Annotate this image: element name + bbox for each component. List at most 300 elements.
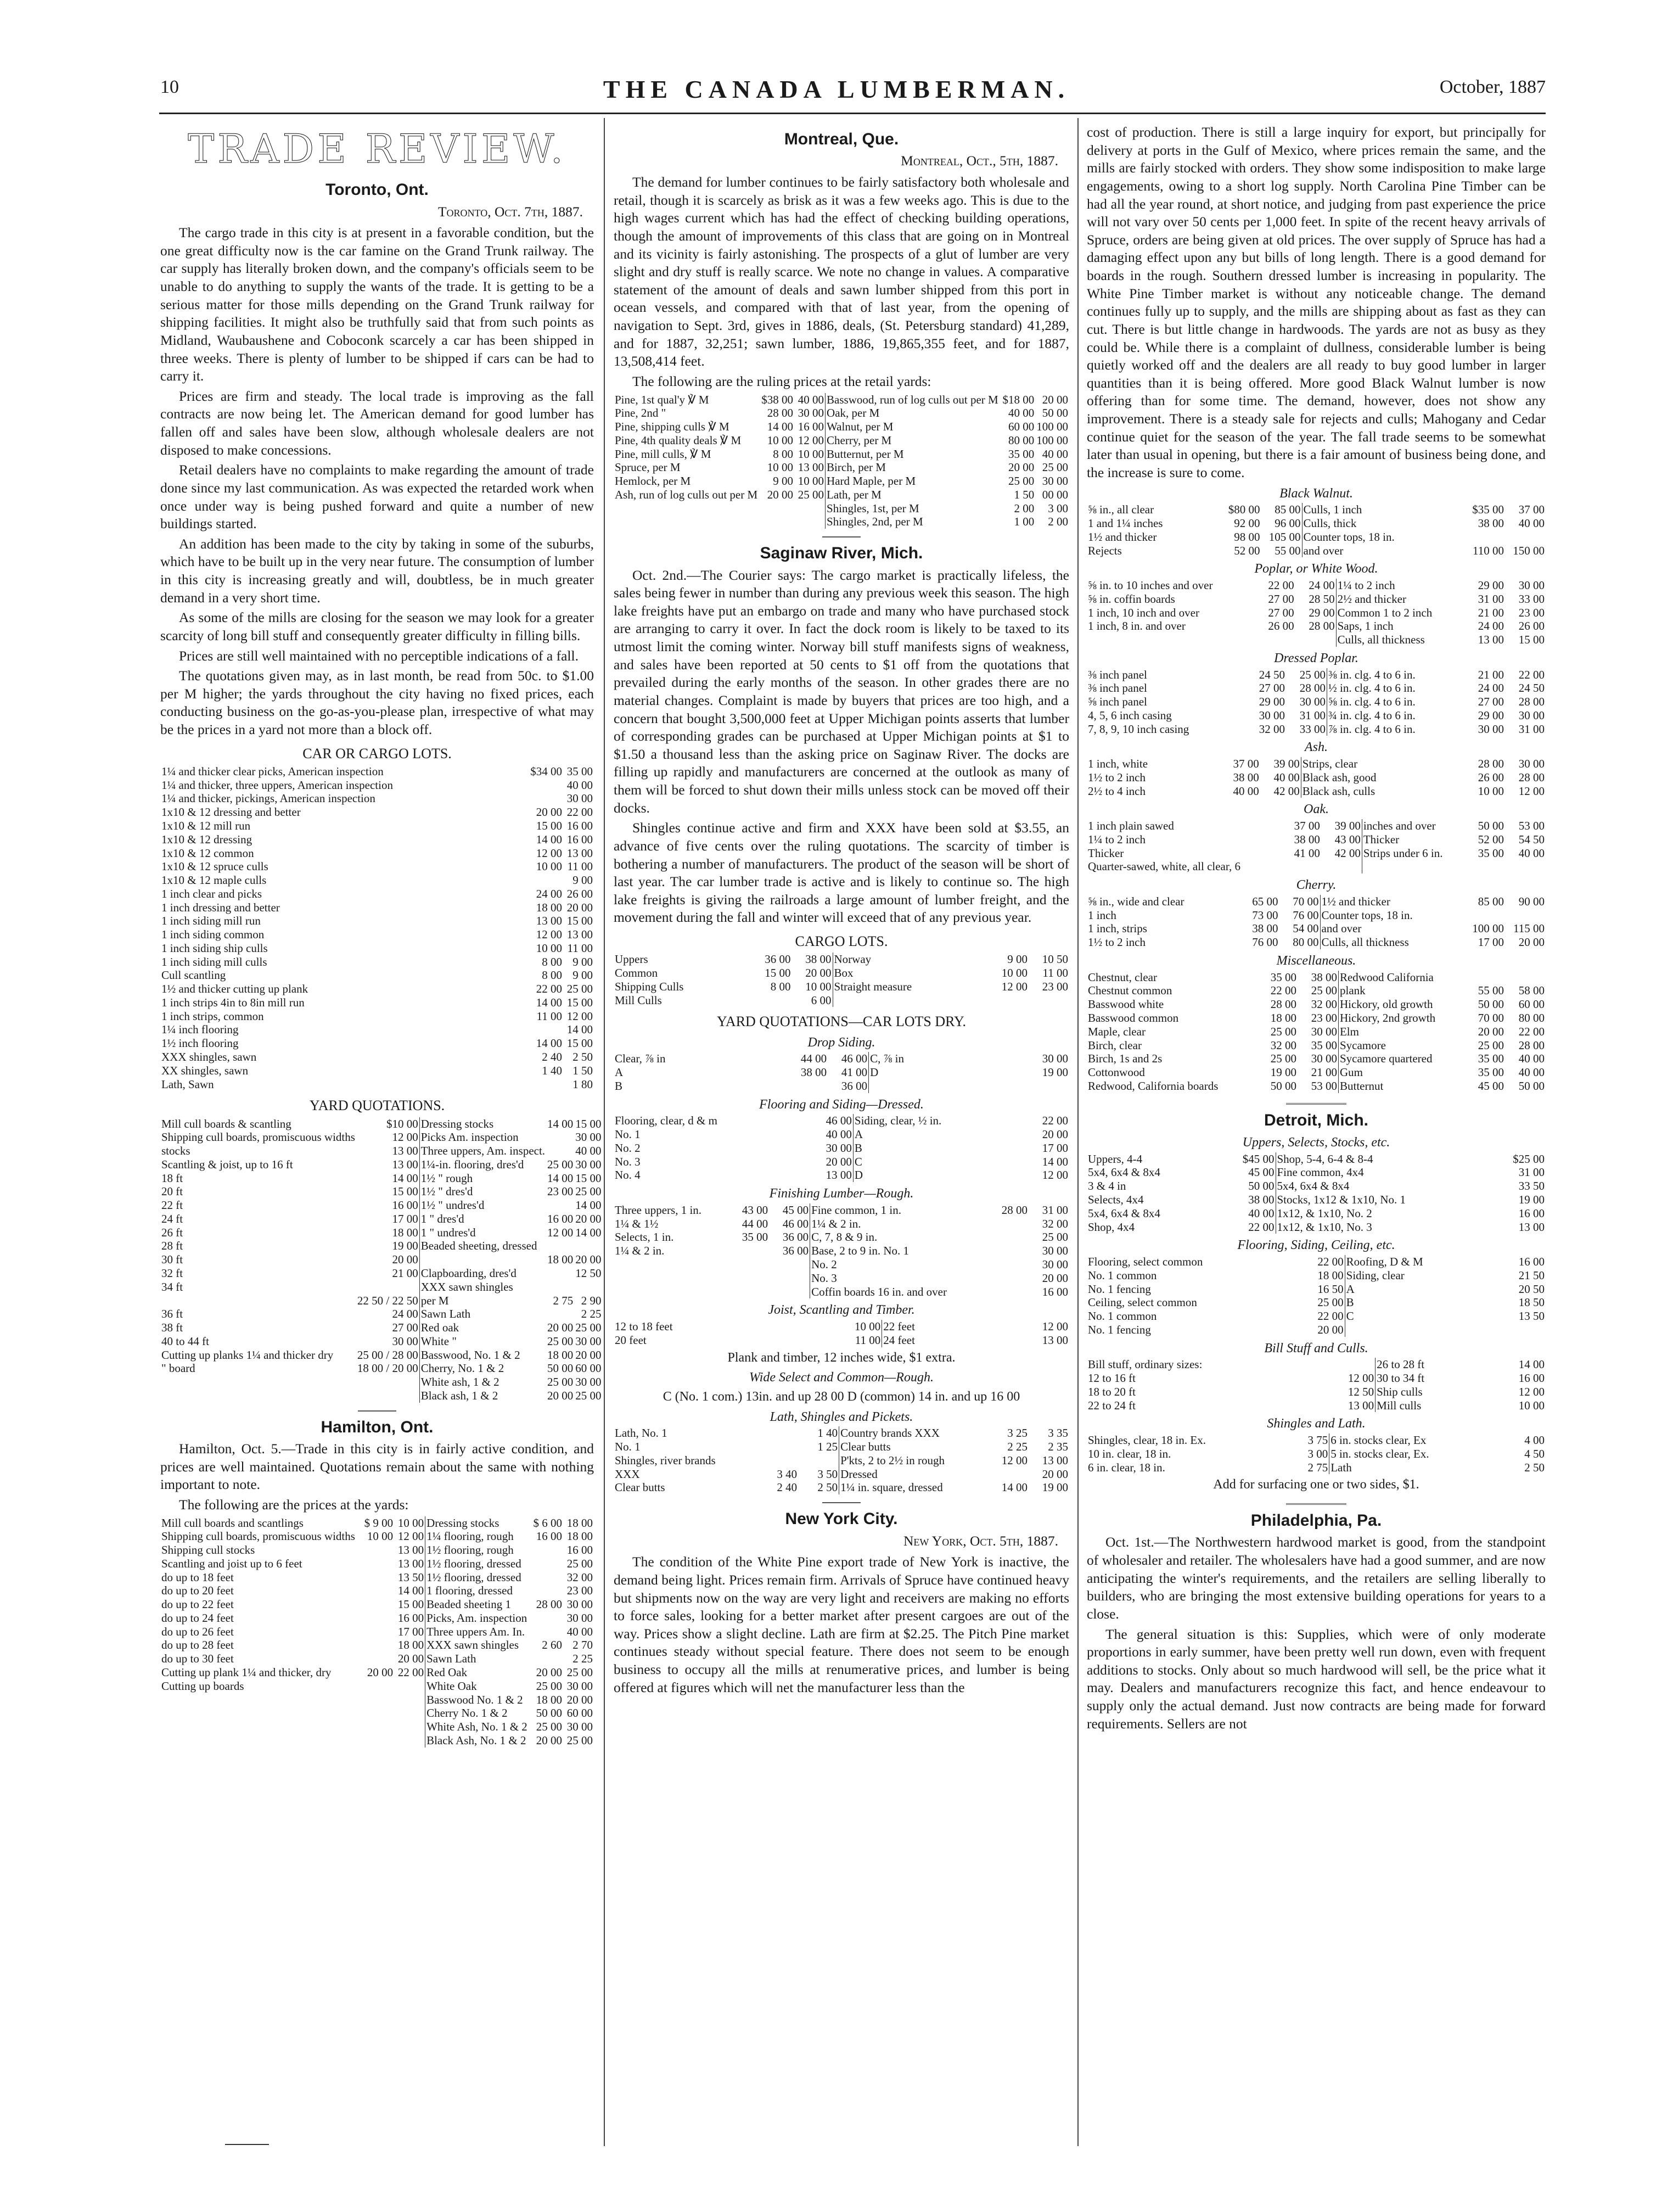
item-name: 5x4, 6x4 & 8x4 [1088,1206,1160,1220]
price-cell: 50 00 [536,1706,562,1720]
price-cell: 15 00 [566,995,593,1009]
item-name: Ash, run of log culls out per M [615,488,758,501]
price-cell: 13 00 [794,461,826,474]
item-name [160,1706,363,1720]
price-cell: 30 00 [1478,722,1504,736]
price-row [1087,1166,1546,1179]
price-row [160,1652,594,1666]
item-name: 1 inch siding common [161,928,265,942]
price-cell: 13 00 [394,1543,425,1557]
price-cell: 28 00 [1518,695,1545,709]
item-name: 1 inch siding mill run [161,914,261,928]
item-name: " board [161,1362,195,1375]
item-name: 12 to 18 feet [615,1320,673,1334]
price-cell: 16 00 [1042,1285,1068,1298]
price-cell: 70 00 [1478,1011,1504,1024]
price-cell [787,1079,828,1093]
item-name: 5x4, 6x4 & 8x4 [1277,1179,1350,1193]
item-name [614,1272,728,1285]
price-cell [529,792,563,805]
item-name: 5x4, 6x4 & 8x4 [1088,1166,1160,1179]
price-cell: 8 00 [542,968,562,982]
price-cell: 25 00 [566,1733,593,1747]
philadelphia-heading: Philadelphia, Pa. [1250,1511,1382,1530]
detroit-price-groups [1087,1134,1546,1474]
price-cell [1264,1269,1304,1283]
item-name: Flooring, clear, d & m [615,1114,717,1128]
item-name: Red Oak [426,1665,468,1679]
item-name: 1x10 & 12 dressing [161,832,252,846]
price-cell [1264,1255,1304,1269]
price-cell: 9 00 [572,873,593,887]
item-name: Red oak [420,1321,459,1335]
column-left [160,124,602,2146]
price-cell [574,1280,602,1294]
item-name: 1¼ flooring, rough [426,1530,514,1543]
item-name: 5 in. stocks clear, Ex. [1330,1447,1429,1460]
item-name: No. 1 fencing [1088,1282,1151,1296]
price-cell [1248,1447,1288,1461]
price-cell: 100 00 [1036,420,1068,434]
price-cell [728,1244,769,1258]
price-cell: 22 00 [1304,1309,1345,1323]
price-cell: 20 00 [1042,393,1068,406]
item-name: Country brands XXX [840,1426,940,1440]
price-cell [728,1272,769,1285]
price-row [160,1734,594,1748]
price-row [614,1258,1069,1272]
item-name: 26 ft [161,1225,183,1239]
price-cell: 13 00 [1478,633,1504,647]
item-name: 40 to 44 ft [161,1334,209,1348]
item-name: Scantling and joist up to 6 feet [161,1556,302,1570]
price-row [614,966,1069,980]
price-cell [1264,1309,1304,1323]
item-name: Clear butts [840,1440,891,1454]
item-name: 1½ " dres'd [420,1185,473,1199]
price-cell [1464,1166,1505,1179]
item-name: do up to 22 feet [161,1598,234,1611]
price-cell: 17 00 [394,1625,425,1639]
item-name: 28 ft [161,1239,183,1253]
price-row [160,914,594,928]
price-cell: 20 00 [1518,936,1545,949]
price-cell: 15 00 [1518,633,1545,647]
price-cell: 24 00 [1295,579,1337,592]
price-cell: 40 00 [575,1144,602,1158]
item-name: 24 ft [161,1212,183,1225]
newyork-heading: New York City. [785,1510,898,1528]
item-name: Picks Am. inspection [420,1130,519,1144]
item-name: B [854,1141,862,1155]
item-name: 1½ and thicker [1321,894,1390,908]
price-cell: 36 00 [769,1230,810,1244]
price-row [160,1598,594,1611]
price-cell [988,994,1029,1007]
price-cell: 20 00 [575,1212,602,1225]
price-cell [363,1720,395,1734]
column-rule [604,118,605,2146]
price-row [1087,1220,1546,1234]
price-cell: 10 00 [536,860,562,873]
item-name: Cutting up plank 1¼ and thicker, dry [161,1665,332,1679]
price-cell: 19 00 [1042,1481,1068,1494]
item-name: Cutting up planks 1¼ and thicker dry [161,1348,334,1362]
price-cell [1505,1323,1546,1337]
price-cell: 10 00 [792,980,833,994]
price-row [160,1679,594,1693]
price-row [160,1611,594,1625]
item-name: A [615,1066,624,1079]
price-cell: 20 00 [566,1693,593,1706]
price-cell: 30 00 [1042,1258,1068,1271]
item-name: No. 1 [615,1440,641,1454]
price-row [160,1064,594,1078]
price-cell: 12 00 [1042,1320,1068,1334]
item-name: Saps, 1 inch [1337,619,1394,633]
price-row [614,406,1069,420]
price-group-title: Oak. [1304,802,1329,817]
price-row [1087,606,1546,620]
price-cell: 21 50 [1518,1268,1545,1282]
price-cell: 3 50 [798,1468,839,1481]
price-row [1087,895,1546,909]
item-name: 1 inch, 8 in. and over [1088,619,1186,633]
price-cell: 25 00 [575,1185,602,1199]
item-name: Redwood, California boards [1088,1079,1219,1093]
item-name: Maple, clear [1088,1024,1146,1038]
price-cell: 2 40 [542,1050,562,1064]
price-cell: 28 00 [1270,998,1296,1011]
item-name: 1 " undres'd [420,1225,476,1239]
item-name: stocks [161,1144,190,1158]
item-name: Culls, thick [1303,516,1357,530]
item-name: No. 2 [615,1141,641,1155]
price-cell: 17 00 [1042,1141,1068,1155]
item-name [614,1258,728,1272]
item-name: Common 1 to 2 inch [1337,606,1433,619]
price-cell: 50 00 [547,1362,574,1375]
price-row [1087,922,1546,936]
item-name: Elm [1339,1024,1359,1038]
price-cell: 13 00 [1518,1220,1545,1234]
price-cell: 14 00 [547,1171,574,1185]
price-cell [988,1128,1029,1141]
price-cell: 31 00 [1286,709,1327,723]
price-cell: 37 00 [1233,757,1259,771]
price-cell: 42 00 [1260,785,1301,798]
price-cell [356,1375,419,1389]
price-row [1087,819,1546,833]
price-cell: 25 00 [575,1321,602,1335]
price-cell: 27 00 [1268,592,1294,606]
price-row [160,1348,603,1362]
price-cell: 30 00 [356,1335,419,1348]
item-name: Hickory, old growth [1339,998,1433,1011]
price-cell: 10 00 [536,941,562,955]
price-cell: 1 80 [572,1077,593,1091]
item-name: do up to 28 feet [161,1638,234,1652]
price-cell: 25 00 [566,1665,593,1679]
item-name: Coffin boards 16 in. and over [811,1285,947,1298]
item-name: 1¼ to 2 inch [1337,579,1395,592]
item-name: Culls, all thickness [1321,936,1409,949]
price-cell [532,1571,564,1584]
price-cell: 24 00 [1478,681,1504,695]
price-cell [1281,860,1321,873]
price-cell: 40 00 [1042,447,1068,461]
price-cell: 3 35 [1048,1426,1068,1440]
price-cell [363,1693,395,1707]
item-name: Cherry No. 1 & 2 [426,1706,508,1720]
price-group-title: Joist, Scantling and Timber. [768,1303,915,1318]
saginaw-lath-title: Lath, Shingles and Pickets. [770,1409,913,1424]
item-name: 3 & 4 in [1088,1179,1126,1193]
item-name: No. 4 [615,1168,641,1182]
item-name: P'kts, 2 to 2½ in rough [840,1453,945,1467]
price-cell: 100 00 [1036,433,1068,447]
price-cell: 20 50 [1518,1282,1545,1296]
price-row [1087,1207,1546,1220]
price-cell: 20 00 [575,1348,602,1362]
price-cell: 18 00 [536,1693,562,1706]
price-row [160,1144,603,1158]
price-row [160,1335,603,1348]
section-divider [1286,1103,1346,1105]
price-row [614,447,1069,461]
price-cell: 28 00 [1286,681,1327,695]
footer-rule [225,2144,269,2145]
price-cell: 33 00 [1286,723,1327,736]
price-cell: $38 00 [761,393,794,406]
price-group-table [1087,503,1546,557]
item-name: Pine, mill culls, ℣ M [615,447,711,461]
price-cell: 2 50 [798,1481,839,1494]
price-cell: 22 50 / 22 50 [356,1294,419,1308]
item-name: Clear, ⅞ in [615,1052,666,1066]
item-name: ⅝ in. coffin boards [1088,592,1175,606]
price-cell: 2 50 [1524,1460,1545,1474]
price-cell [1464,1179,1505,1193]
price-cell: 42 00 [1321,847,1362,860]
price-cell: 16 00 [1518,1371,1545,1385]
price-cell: 39 00 [1321,819,1362,833]
price-row [1087,1323,1546,1337]
item-name: 1½ " undres'd [420,1199,485,1212]
item-name: 22 ft [161,1199,183,1212]
price-row [1087,544,1546,558]
item-name: 1 and 1¼ inches [1088,516,1163,530]
price-cell: 20 00 [367,1665,394,1679]
item-name: Cull scantling [161,968,226,982]
price-cell [546,1267,574,1280]
price-cell [1295,633,1337,647]
price-cell: 11 00 [567,941,593,955]
item-name: Strips under 6 in. [1363,846,1443,860]
item-name: 2½ to 4 inch [1088,784,1146,798]
price-cell [988,1258,1029,1272]
price-cell: 2 40 [777,1481,798,1494]
newyork-paragraph: The condition of the White Pine export trade of New York is inactive, the demand being light. Prices remain firm. Arrivals of Spruce have continued heavy but shipments now on the way are very light and receivers are making no efforts to force sales, looking for a better market after present cargoes are out of the way. Prices show a slight decline. Lath are firm at $2.25. The Pitch Pine market continues steady without special feature. There does not seem to be enough business to occupy all the mills at renumerative prices, and lumber is being offered at figures which will net the manufacturer less than the [614,1554,1069,1695]
item-name: 7, 8, 9, 10 inch casing [1088,722,1189,736]
price-cell: 25 00 [1478,1038,1504,1052]
price-cell: 25 00 [1270,1024,1296,1038]
price-row [1087,1371,1546,1385]
hamilton-paragraph: Hamilton, Oct. 5.—Trade in this city is in fairly active condition, and prices are well maintained. Quotations remain about the same with nothing important to note. [160,1441,594,1493]
price-row [1087,517,1546,530]
price-cell: 3 40 [777,1467,798,1481]
price-cell: 2 00 [1014,501,1035,515]
price-cell: 92 00 [1234,516,1260,530]
price-row [160,1584,594,1598]
item-name: Pine, shipping culls ℣ M [615,420,729,434]
price-group-table [614,1052,1069,1093]
price-cell: 1 40 [798,1426,839,1440]
price-cell: 16 50 [1304,1283,1345,1296]
price-cell [1464,971,1505,984]
item-name: Bill stuff, ordinary sizes: [1088,1358,1203,1371]
item-name: 1x10 & 12 mill run [161,819,251,832]
item-name: Three uppers, Am. inspect. [420,1144,546,1158]
price-group-table [1087,895,1546,949]
item-name: Lath, Sawn [161,1077,214,1091]
price-cell: 28 50 [1295,592,1337,606]
item-name: Culls, all thickness [1337,633,1425,647]
price-cell: 15 00 [394,1598,425,1611]
item-name: 4, 5, 6 inch casing [1088,708,1172,722]
price-row [614,953,1069,966]
price-cell [1464,1385,1505,1399]
price-cell [794,515,826,529]
price-group-table [614,1320,1069,1347]
price-cell: 2 60 [542,1638,562,1652]
price-cell: 20 00 [1042,1128,1068,1141]
price-cell: 30 00 [575,1334,602,1348]
price-cell: 16 00 [356,1199,419,1212]
price-cell: 30 00 [566,1720,593,1734]
price-group-title: Flooring, Siding, Ceiling, etc. [1237,1238,1395,1253]
price-row [614,1203,1069,1217]
price-row [1087,771,1546,785]
price-cell: 18 00 [356,1226,419,1240]
item-name: 1 flooring, dressed [426,1584,513,1598]
price-cell: 26 00 [566,887,593,900]
item-name: and over [1303,544,1344,557]
price-cell [988,1079,1029,1093]
item-name: ¾ in. clg. 4 to 6 in. [1328,708,1416,722]
price-cell: 30 00 [1286,695,1327,709]
price-cell: 15 00 [575,1171,602,1185]
price-cell: 80 00 [1279,936,1321,949]
item-name: 1 inch [1088,908,1116,922]
item-name: Quarter-sawed, white, all clear, 6 [1088,860,1241,873]
price-row [614,1285,1069,1299]
price-cell [1464,1309,1505,1323]
price-cell: 98 00 [1234,530,1260,544]
item-name: Shipping cull stocks [161,1543,255,1557]
price-row [160,901,594,915]
price-cell [532,1625,564,1639]
item-name: Hard Maple, per M [827,474,916,488]
price-cell [363,1598,395,1611]
price-cell: 14 00 [575,1199,602,1212]
price-cell: 3 75 [1288,1433,1329,1447]
price-cell [1194,1179,1235,1193]
price-cell: 32 00 [1042,1217,1068,1230]
price-cell [1255,633,1295,647]
item-name: Lath [1330,1460,1352,1474]
price-group-title: Dressed Poplar. [1274,651,1358,665]
price-row [160,1666,594,1679]
price-row [614,1320,1069,1334]
item-name: Clear butts [615,1481,665,1494]
price-cell: 50 00 [1478,819,1504,833]
price-cell: 31 00 [1478,592,1504,606]
masthead-title: THE CANADA LUMBERMAN. [603,75,1070,103]
price-cell: 16 00 [566,832,593,846]
price-cell: 105 00 [1261,530,1303,544]
item-name: plank [1339,984,1366,998]
price-cell: 22 00 [566,805,593,819]
price-row [1087,1358,1546,1371]
item-name: Shipping Culls [615,979,684,993]
price-row [614,461,1069,474]
price-cell: 20 00 [1304,1323,1345,1337]
price-cell: 10 00 [394,1516,425,1530]
page-number: 10 [160,77,179,97]
item-name: 1¼ & 2 in. [811,1217,861,1230]
price-row [1087,668,1546,682]
price-group-table [1087,1255,1546,1337]
price-row [1087,530,1546,544]
price-cell: 25 00 [794,488,826,502]
price-cell: 55 00 [1478,984,1504,998]
item-name: Shingles, river brands [615,1453,716,1467]
column-rule [1077,118,1079,2146]
price-cell [988,1320,1029,1334]
toronto-paragraph: Retail dealers have no complaints to make regarding the amount of trade done since my last communication. As was expected the retarded work when once under way is being pushed forward and quite a number of new buildings started. [160,462,594,532]
price-cell [546,1130,574,1144]
item-name: Beaded sheeting 1 [426,1598,512,1611]
price-cell [1264,1323,1304,1337]
toronto-paragraph: Prices are firm and steady. The local trade is improving as the fall contracts are now being let. The American demand for good lumber has fallen off and sales have been slow, although wholesale dealers are not disposed to make concessions. [160,388,594,458]
price-cell: 24 00 [1478,619,1504,633]
item-name: 1 inch, white [1088,757,1148,771]
item-name: Basswood, No. 1 & 2 [420,1348,520,1362]
price-cell [1029,1079,1069,1093]
price-cell: 30 00 [1518,579,1545,592]
price-cell: 70 00 [1279,895,1321,909]
price-row [160,819,594,833]
price-row [160,1625,594,1639]
price-row [1087,984,1546,998]
price-cell: 12 00 [1042,1168,1068,1182]
price-cell: 12 00 [1518,1385,1545,1398]
price-cell: 45 00 [769,1203,810,1217]
price-group-title: Flooring and Siding—Dressed. [759,1097,924,1112]
price-cell [798,1454,839,1468]
price-cell: 18 00 [536,900,562,914]
price-cell: $ 6 00 [533,1516,562,1530]
price-cell: 80 00 [1518,1011,1545,1024]
price-cell: 2 35 [1048,1440,1068,1454]
price-cell: 22 00 [1235,1220,1276,1234]
item-name: 18 to 20 ft [1088,1385,1136,1398]
item-name: Box [834,966,854,980]
price-cell: 20 00 [547,1388,574,1402]
price-cell: 25 00 [566,982,593,996]
item-name: 1¼-in. flooring, dres'd [420,1157,524,1171]
